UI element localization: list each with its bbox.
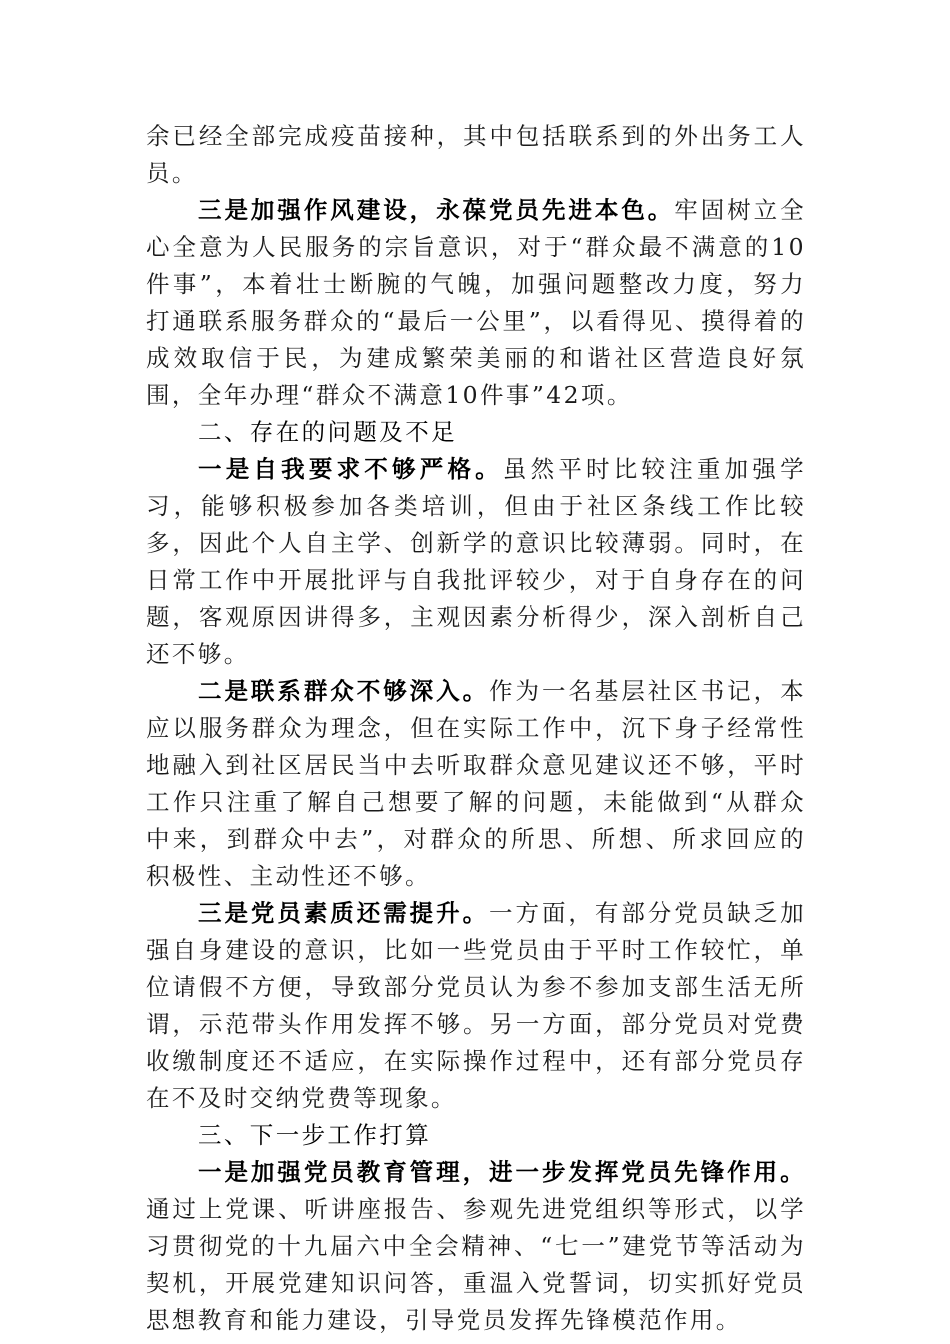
paragraph-style-building (146, 192, 806, 414)
paragraph-text: 虽然平时比较注重加强学习，能够积极参加各类培训，但由于社区条线工作比较多，因此个人自主学、创新学的意识比较薄弱。同时，在日常工作中开展批评与自我批评较少，对于自身存在的问题，客观原因讲得多，主观因素分析得少，深入剖析自己还不够。 (146, 455, 806, 668)
paragraph-member-quality (146, 895, 806, 1117)
paragraph-text: 作为一名基层社区书记，本应以服务群众为理念，但在实际工作中，沉下身子经常性地融入到社区居民当中去听取群众意见建议还不够，平时工作只注重了解自己想要了解的问题，未能做到“从群众中来，到群众中去”，对群众的所思、所想、所求回应的积极性、主动性还不够。 (146, 677, 806, 890)
paragraph-self-requirement (146, 451, 806, 673)
section-heading-problems: 二、存在的问题及不足 (198, 418, 457, 446)
document-body (146, 118, 806, 1339)
paragraph-text: 余已经全部完成疫苗接种，其中包括联系到的外出务工人员。 (146, 122, 806, 187)
paragraph-text: 牢固树立全心全意为人民服务的宗旨意识，对于“群众最不满意的10件事”，本着壮士断腕的气魄，加强问题整改力度，努力打通联系服务群众的“最后一公里”，以看得见、摸得着的成效取信于民，为建成繁荣美丽的和谐社区营造良好氛围，全年办理“群众不满意10件事”42项。 (146, 196, 807, 409)
paragraph-lead: 二是联系群众不够深入。 (198, 677, 490, 705)
paragraph-contact-masses (146, 673, 806, 895)
section-heading-next-steps: 三、下一步工作打算 (198, 1121, 432, 1149)
paragraph-member-education (146, 1154, 806, 1339)
paragraph-continued (146, 118, 806, 192)
paragraph-lead: 一是加强党员教育管理，进一步发挥党员先锋作用。 (198, 1158, 806, 1186)
paragraph-text: 通过上党课、听讲座报告、参观先进党组织等形式，以学习贯彻党的十九届六中全会精神、“七一”建党节等活动为契机，开展党建知识问答，重温入党誓词，切实抓好党员思想教育和能力建设，引导党员发挥先锋模范作用。 (146, 1195, 806, 1334)
paragraph-lead: 一是自我要求不够严格。 (198, 455, 503, 483)
paragraph-lead: 三是党员素质还需提升。 (198, 899, 490, 927)
paragraph-lead: 三是加强作风建设，永葆党员先进本色。 (198, 196, 675, 224)
paragraph-text: 一方面，有部分党员缺乏加强自身建设的意识，比如一些党员由于平时工作较忙，单位请假不方便，导致部分党员认为参不参加支部生活无所谓，示范带头作用发挥不够。另一方面，部分党员对党费收缴制度还不适应，在实际操作过程中，还有部分党员存在不及时交纳党费等现象。 (146, 899, 806, 1112)
